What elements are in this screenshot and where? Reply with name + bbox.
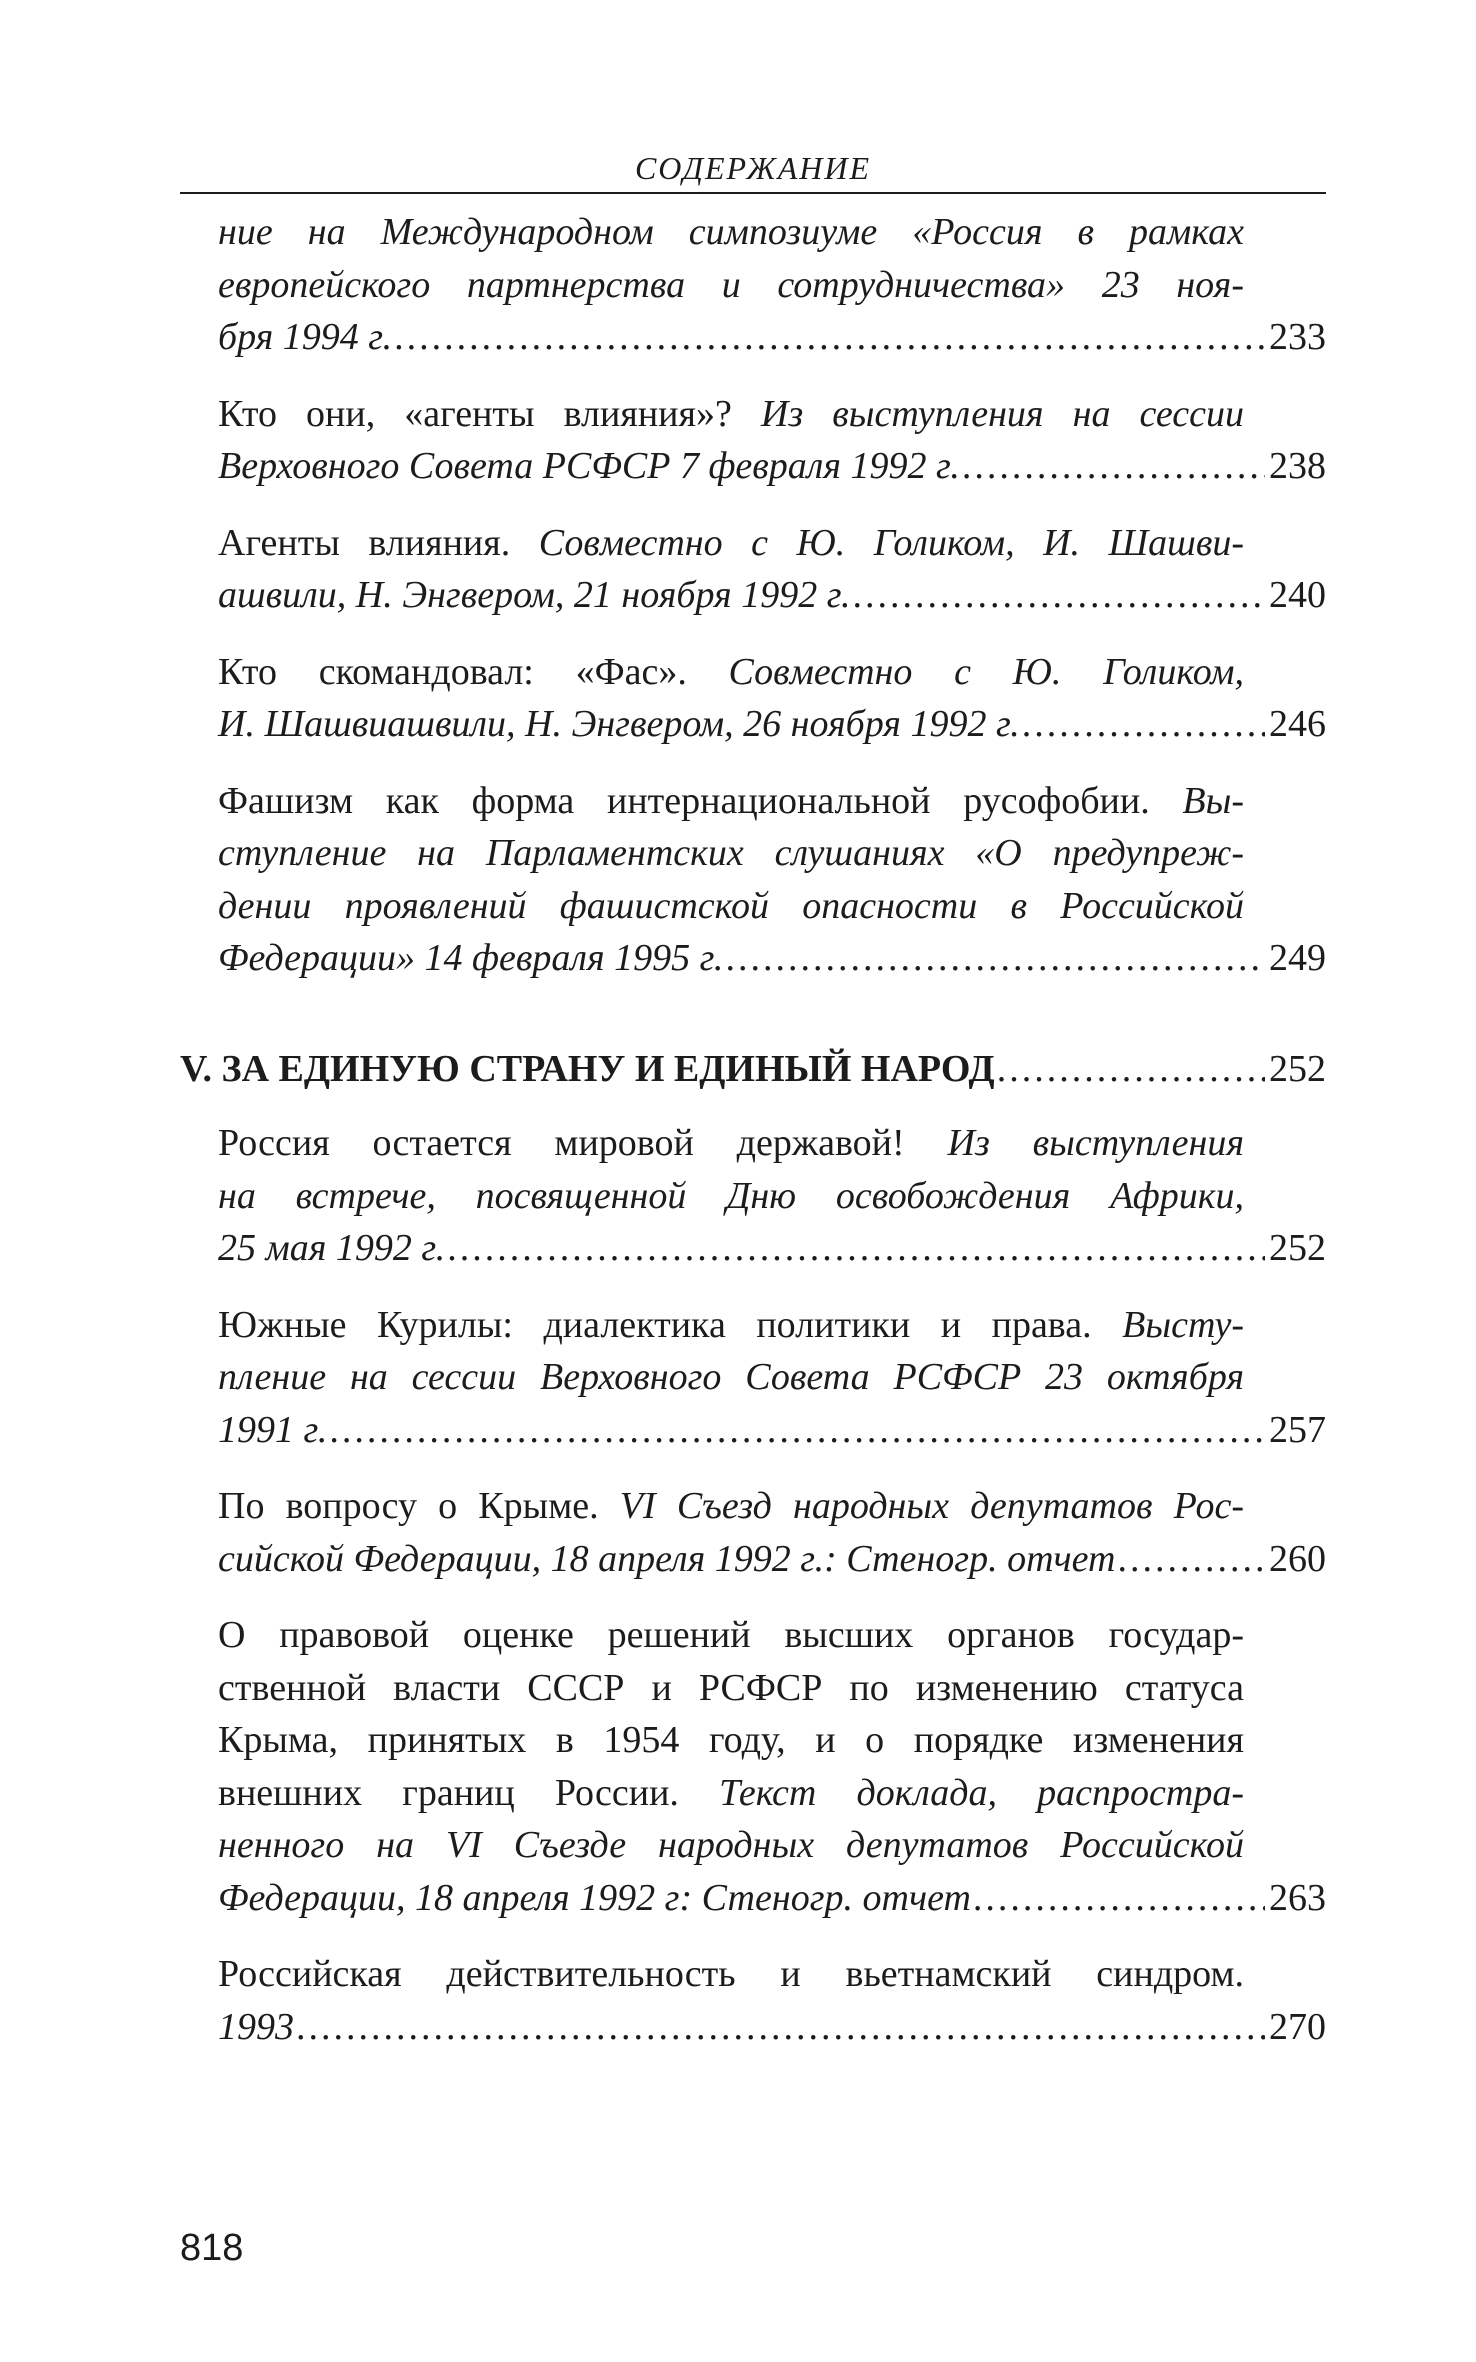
toc-entry-line	[218, 1170, 1244, 1223]
toc-entry	[180, 775, 1326, 985]
entry-page-number: 233	[1269, 316, 1326, 358]
toc-entry-line	[218, 1948, 1244, 2001]
toc-entry-last-line	[218, 569, 1326, 622]
leader-dots	[1117, 1533, 1265, 1586]
toc-entry-line	[218, 1819, 1244, 1872]
entry-source-text: ненного на VI Съезде народных депутатов Российской	[218, 1824, 1244, 1866]
entry-title-text: ственной власти СССР и РСФСР по изменению статуса	[218, 1666, 1244, 1709]
entry-source-text: 1991 г.	[218, 1408, 328, 1451]
toc-page	[180, 150, 1326, 2077]
toc-entry	[180, 1299, 1326, 1457]
toc-entry	[180, 1117, 1326, 1275]
leader-dots	[962, 440, 1265, 493]
entry-source-text: Совместно с Ю. Голиком, И. Шашви-	[538, 521, 1244, 564]
toc-entry-line	[218, 1767, 1244, 1820]
entry-source-text: Федерации» 14 февраля 1995 г.	[218, 937, 724, 979]
entry-page-number: 270	[1269, 2005, 1326, 2048]
entry-page-number: 240	[1269, 574, 1326, 616]
toc-entry-line	[218, 259, 1244, 312]
entry-source-text: европейского партнерства и сотрудничества» 23 ноя-	[218, 263, 1244, 306]
entry-source-text: на встрече, посвященной Дню освобождения Африки,	[218, 1174, 1244, 1217]
toc-entry-line	[218, 1117, 1244, 1170]
section-heading	[180, 1043, 1326, 1096]
running-head: СОДЕРЖАНИЕ	[180, 150, 1326, 194]
leader-dots	[973, 1872, 1265, 1925]
toc-entry-last-line	[218, 2001, 1326, 2054]
leader-dots	[853, 569, 1265, 622]
entry-source-text: бря 1994 г.	[218, 316, 393, 358]
toc-entry-line	[218, 775, 1244, 828]
toc-entry	[180, 646, 1326, 751]
toc-entry	[180, 517, 1326, 622]
entry-source-text: Текст доклада, распростра-	[719, 1771, 1245, 1814]
entry-title-text: Кто они, «агенты влияния»?	[218, 392, 761, 435]
toc-entry-last-line	[218, 698, 1326, 751]
entry-title-text: Агенты влияния.	[218, 521, 539, 564]
entry-page-number: 263	[1269, 1876, 1326, 1919]
entry-source-text: Из выступления на сессии	[760, 392, 1244, 435]
toc-entry-line	[218, 880, 1244, 933]
toc-entry-line	[218, 1480, 1244, 1533]
entry-page-number: 238	[1269, 445, 1326, 487]
toc-entry-line	[218, 827, 1244, 880]
toc-entry	[180, 1609, 1326, 1924]
entry-source-text: пление на сессии Верховного Совета РСФСР 23 октября	[218, 1356, 1244, 1398]
toc-entry-last-line	[218, 1404, 1326, 1457]
entry-source-text: Федерации, 18 апреля 1992 г: Стеногр. отчет	[218, 1876, 971, 1919]
entry-source-text: Высту-	[1122, 1303, 1244, 1346]
leader-dots	[296, 2001, 1265, 2054]
toc-entry-line	[218, 388, 1244, 441]
entry-source-text: ние на Международном симпозиуме «Россия в рамках	[218, 211, 1244, 253]
toc-entries-top	[180, 206, 1326, 985]
entry-source-text: дении проявлений фашистской опасности в Российской	[218, 884, 1244, 927]
entry-source-text: VI Съезд народных депутатов Рос-	[619, 1485, 1244, 1527]
entry-source-text: Совместно с Ю. Голиком,	[728, 650, 1245, 693]
entry-title-text: внешних границ России.	[218, 1771, 720, 1814]
entry-title-text: Российская действительность и вьетнамский синдром.	[218, 1953, 1244, 1995]
toc-entry-line	[218, 646, 1244, 699]
entry-title-text: Россия остается мировой державой!	[218, 1122, 948, 1164]
entry-source-text: Верховного Совета РСФСР 7 февраля 1992 г.	[218, 445, 960, 487]
entry-source-text: ступление на Парламентских слушаниях «О предупреж-	[218, 832, 1244, 874]
toc-entry-last-line	[218, 1222, 1326, 1275]
toc-entry-line	[218, 1351, 1244, 1404]
entry-source-text: сийской Федерации, 18 апреля 1992 г.: Стеногр. отчет	[218, 1537, 1116, 1580]
toc-entry-line	[218, 1609, 1244, 1662]
toc-entry-line	[218, 1714, 1244, 1767]
toc-entry-last-line	[218, 311, 1326, 364]
entry-page-number: 246	[1269, 703, 1326, 745]
section-title: V. ЗА ЕДИНУЮ СТРАНУ И ЕДИНЫЙ НАРОД	[180, 1047, 995, 1090]
entry-source-text: Вы-	[1182, 779, 1244, 822]
entry-page-number: 260	[1269, 1537, 1326, 1580]
entry-title-text: Крыма, принятых в 1954 году, и о порядке изменения	[218, 1719, 1244, 1761]
leader-dots	[997, 1043, 1265, 1096]
toc-entry-line	[218, 1299, 1244, 1352]
entry-page-number: 257	[1269, 1408, 1326, 1451]
toc-entry-last-line	[218, 1872, 1326, 1925]
entry-title-text: По вопросу о Крыме.	[218, 1485, 620, 1527]
entry-source-text: 25 мая 1992 г.	[218, 1227, 446, 1269]
toc-entry-line	[218, 517, 1244, 570]
entry-title-text: Фашизм как форма интернациональной русофобии.	[218, 779, 1183, 822]
leader-dots	[394, 311, 1265, 364]
toc-entry-last-line	[218, 1533, 1326, 1586]
leader-dots	[329, 1404, 1265, 1457]
entry-source-text: ашвили, Н. Энгвером, 21 ноября 1992 г.	[218, 574, 851, 616]
toc-entry-line	[218, 206, 1244, 259]
toc-entry-line	[218, 1662, 1244, 1715]
toc-entry-last-line	[218, 932, 1326, 985]
entry-page-number: 252	[1269, 1227, 1326, 1269]
toc-entries-bottom	[180, 1117, 1326, 2053]
leader-dots	[725, 932, 1265, 985]
toc-entry	[180, 1948, 1326, 2053]
entry-title-text: Кто скомандовал: «Фас».	[218, 650, 729, 693]
entry-page-number: 249	[1269, 937, 1326, 979]
entry-source-text: И. Шашвиашвили, Н. Энгвером, 26 ноября 1992 г.	[218, 703, 1020, 745]
toc-entry	[180, 388, 1326, 493]
leader-dots	[447, 1222, 1265, 1275]
entry-title-text: Южные Курилы: диалектика политики и права.	[218, 1303, 1123, 1346]
toc-entry	[180, 1480, 1326, 1585]
leader-dots	[1022, 698, 1265, 751]
toc-entry-last-line	[218, 440, 1326, 493]
entry-source-text: Из выступления	[947, 1122, 1245, 1164]
folio-page-number: 818	[180, 2227, 244, 2269]
section-page-number: 252	[1269, 1047, 1326, 1090]
entry-source-text: 1993	[218, 2005, 294, 2048]
entry-title-text: О правовой оценке решений высших органов государ-	[218, 1614, 1244, 1656]
toc-entry	[180, 206, 1326, 364]
